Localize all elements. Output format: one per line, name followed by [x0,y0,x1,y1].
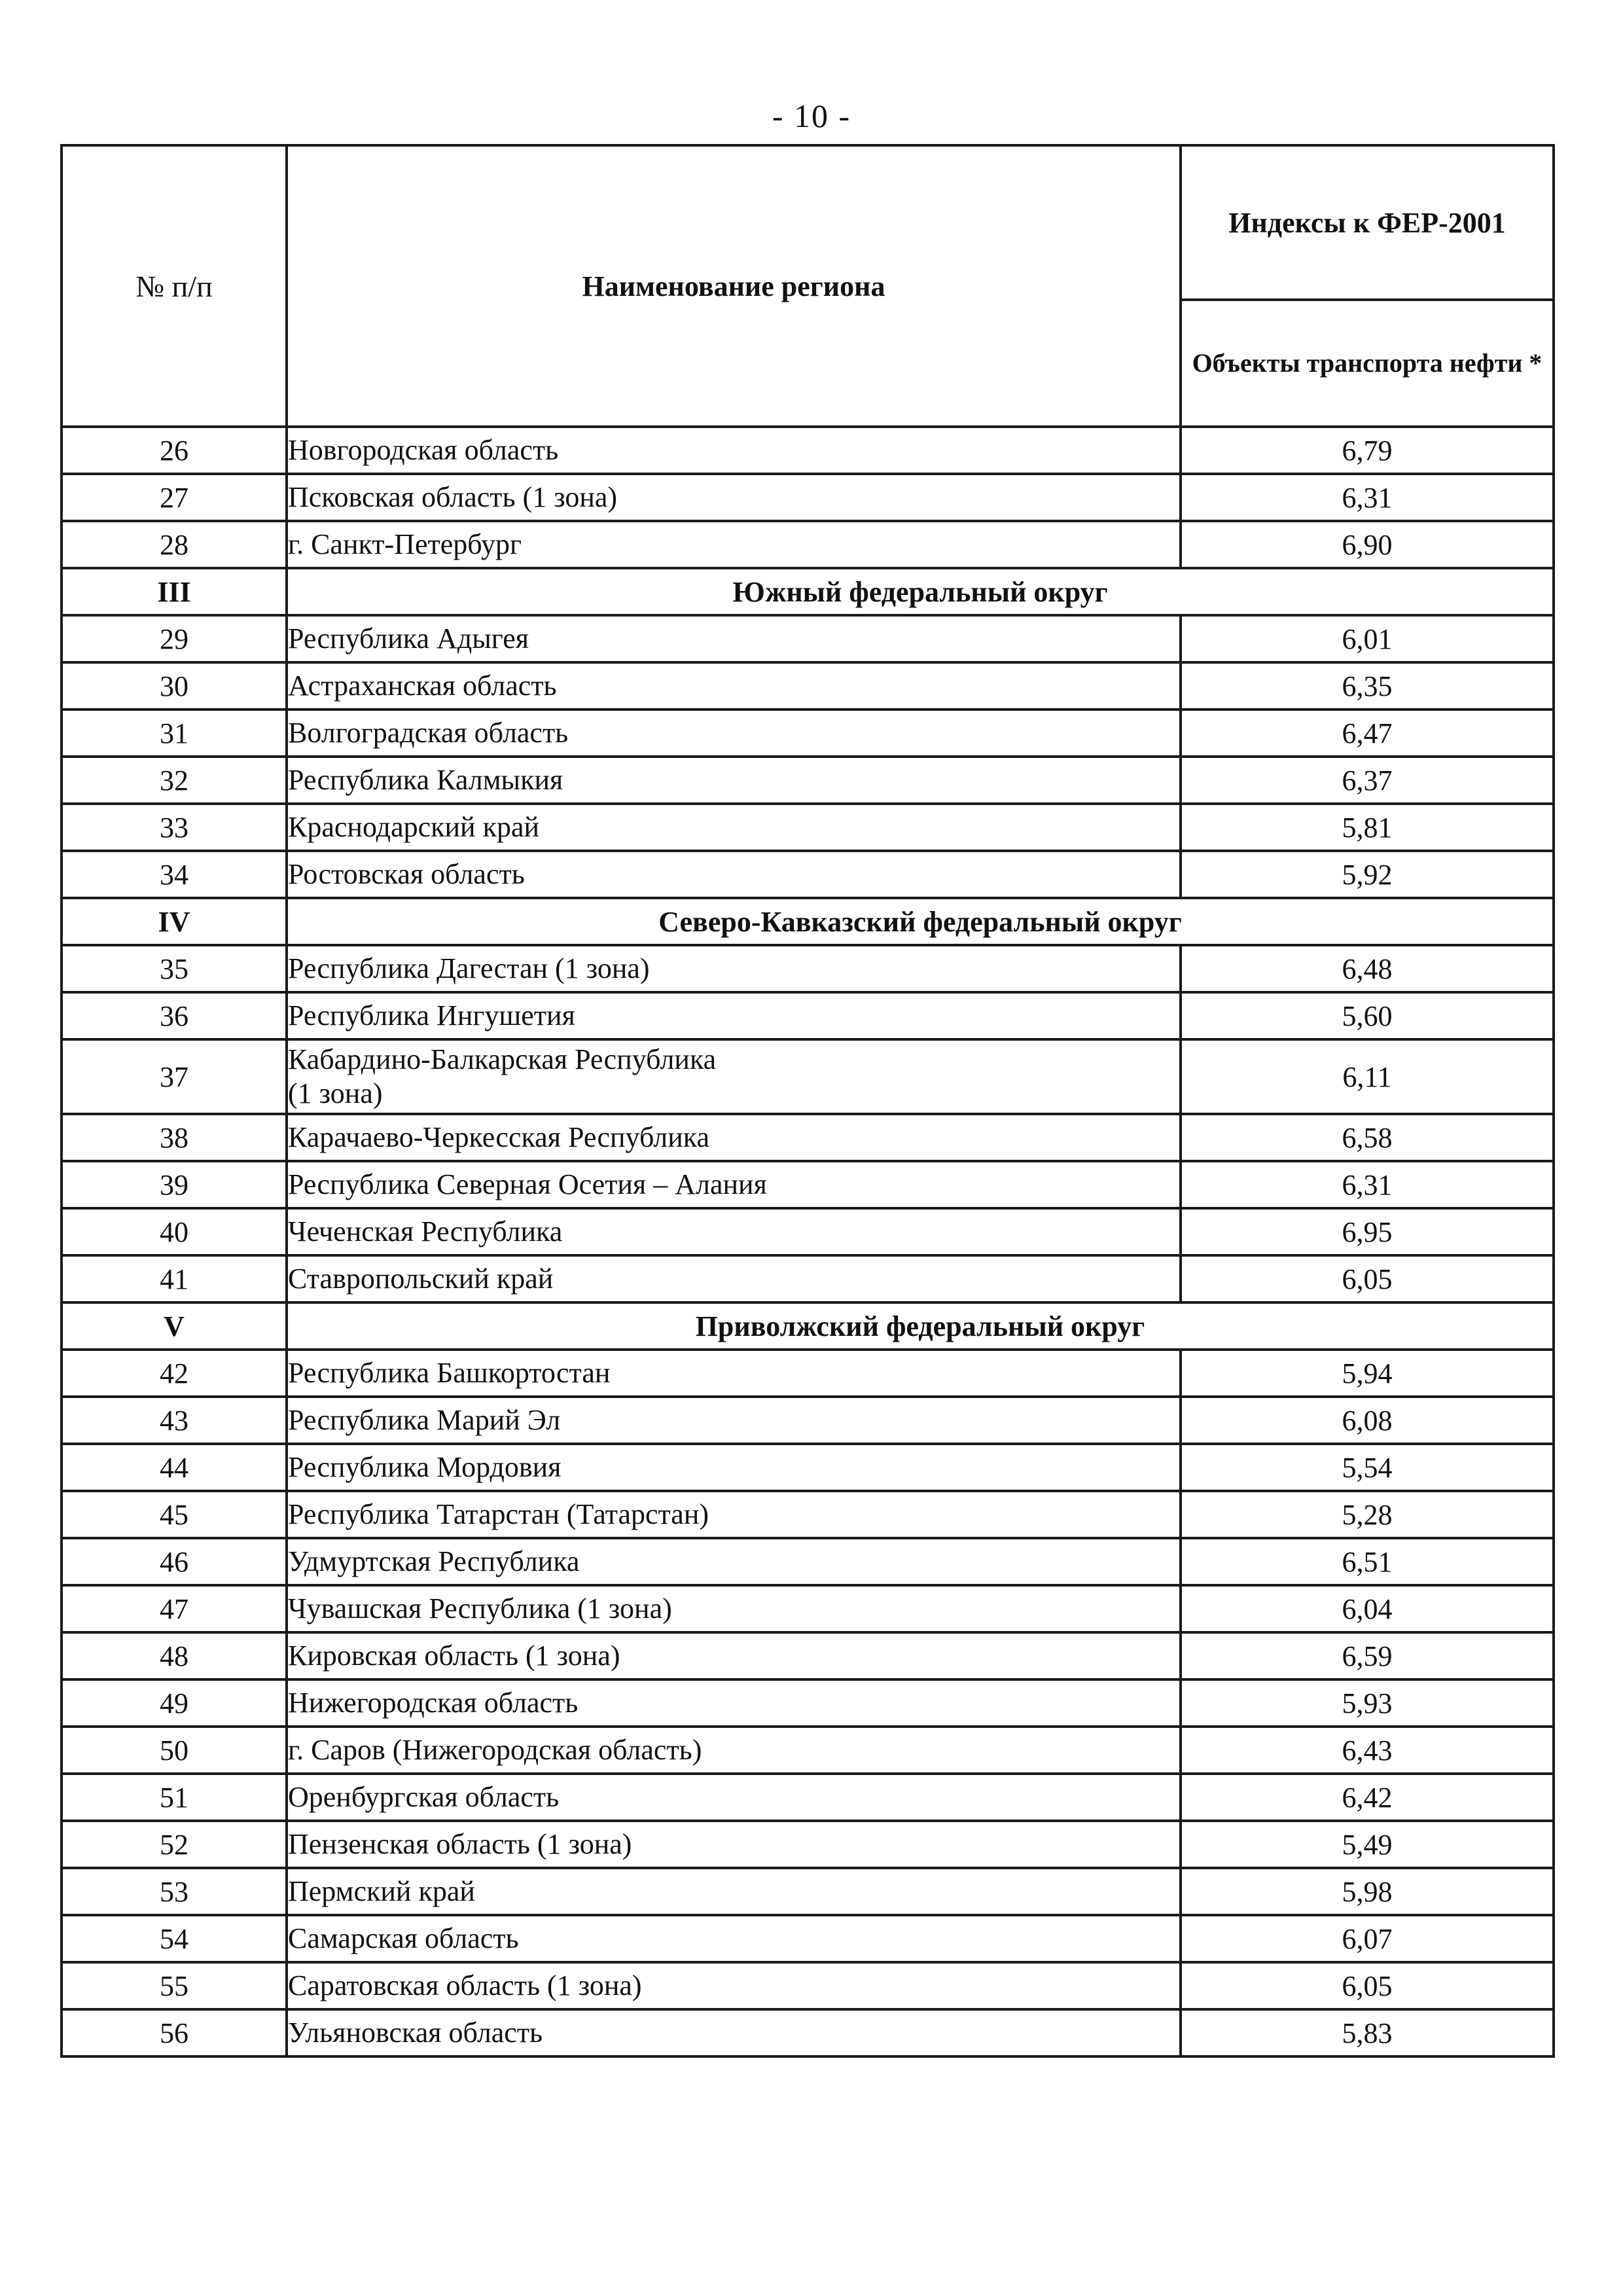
region-name: Ульяновская область [287,2009,1181,2056]
section-row [62,898,1554,945]
row-number: 33 [62,804,287,851]
region-name: Ростовская область [287,851,1181,898]
table-row [62,757,1554,804]
header-index: Индексы к ФЕР-2001 [1181,145,1554,300]
section-title: Приволжский федеральный округ [287,1302,1554,1350]
row-number: 27 [62,474,287,521]
row-number: 53 [62,1868,287,1915]
index-value: 6,35 [1181,662,1554,709]
table-row [62,1962,1554,2009]
section-number: IV [62,898,287,945]
row-number: 35 [62,945,287,992]
table-row [62,1774,1554,1821]
table-row [62,1491,1554,1538]
row-number: 46 [62,1538,287,1585]
row-number: 55 [62,1962,287,2009]
row-number: 31 [62,709,287,757]
row-number: 39 [62,1161,287,1208]
row-number: 52 [62,1821,287,1868]
table-row [62,474,1554,521]
row-number: 32 [62,757,287,804]
region-name: Самарская область [287,1915,1181,1962]
region-name: Новгородская область [287,427,1181,474]
table-row [62,1255,1554,1302]
table-row [62,992,1554,1039]
index-value: 5,49 [1181,1821,1554,1868]
table-row [62,1397,1554,1444]
index-value: 5,92 [1181,851,1554,898]
region-name: Республика Ингушетия [287,992,1181,1039]
table-row [62,1114,1554,1161]
region-name: г. Саров (Нижегородская область) [287,1727,1181,1774]
row-number: 51 [62,1774,287,1821]
table-row [62,662,1554,709]
index-value: 6,47 [1181,709,1554,757]
section-title: Северо-Кавказский федеральный округ [287,898,1554,945]
index-value: 6,11 [1181,1039,1554,1114]
index-value: 5,93 [1181,1679,1554,1727]
table-row [62,1868,1554,1915]
row-number: 38 [62,1114,287,1161]
header-region-name: Наименование региона [287,145,1181,427]
table-row [62,2009,1554,2056]
table-row [62,1538,1554,1585]
page-number: - 10 - [772,98,851,134]
region-name: Псковская область (1 зона) [287,474,1181,521]
region-name: Краснодарский край [287,804,1181,851]
row-number: 42 [62,1350,287,1397]
header-number: № п/п [62,145,287,427]
table-row [62,1727,1554,1774]
table-row [62,1208,1554,1255]
row-number: 29 [62,615,287,662]
region-name: Республика Башкортостан [287,1350,1181,1397]
table-row [62,1821,1554,1868]
row-number: 49 [62,1679,287,1727]
region-name: Ставропольский край [287,1255,1181,1302]
table-row [62,945,1554,992]
section-number: V [62,1302,287,1350]
index-value: 6,05 [1181,1255,1554,1302]
index-value: 6,31 [1181,1161,1554,1208]
region-name: Кировская область (1 зона) [287,1632,1181,1679]
row-number: 37 [62,1039,287,1114]
index-value: 5,60 [1181,992,1554,1039]
row-number: 28 [62,521,287,568]
region-name: Волгоградская область [287,709,1181,757]
region-name: Республика Мордовия [287,1444,1181,1491]
region-name: Республика Дагестан (1 зона) [287,945,1181,992]
row-number: 40 [62,1208,287,1255]
index-value: 6,79 [1181,427,1554,474]
row-number: 48 [62,1632,287,1679]
index-value: 6,95 [1181,1208,1554,1255]
region-name: Пермский край [287,1868,1181,1915]
index-value: 6,07 [1181,1915,1554,1962]
table-row [62,1915,1554,1962]
index-value: 5,54 [1181,1444,1554,1491]
table-row [62,804,1554,851]
index-value: 6,08 [1181,1397,1554,1444]
index-value: 6,58 [1181,1114,1554,1161]
region-name: Удмуртская Республика [287,1538,1181,1585]
row-number: 43 [62,1397,287,1444]
index-value: 6,51 [1181,1538,1554,1585]
region-name: Республика Татарстан (Татарстан) [287,1491,1181,1538]
row-number: 36 [62,992,287,1039]
index-value: 6,48 [1181,945,1554,992]
table-row [62,1632,1554,1679]
region-name: Кабардино-Балкарская Республика (1 зона) [287,1039,1181,1114]
index-value: 5,81 [1181,804,1554,851]
region-name: Нижегородская область [287,1679,1181,1727]
index-value: 5,98 [1181,1868,1554,1915]
row-number: 34 [62,851,287,898]
regions-index-table [60,144,1555,2058]
row-number: 30 [62,662,287,709]
table-row [62,1585,1554,1632]
region-name: Карачаево-Черкесская Республика [287,1114,1181,1161]
table-row [62,709,1554,757]
row-number: 44 [62,1444,287,1491]
row-number: 45 [62,1491,287,1538]
region-name: Оренбургская область [287,1774,1181,1821]
index-value: 6,31 [1181,474,1554,521]
table-row [62,1444,1554,1491]
region-name: Республика Марий Эл [287,1397,1181,1444]
row-number: 26 [62,427,287,474]
index-value: 6,59 [1181,1632,1554,1679]
table-row [62,521,1554,568]
table-row [62,427,1554,474]
row-number: 54 [62,1915,287,1962]
header-oil-transport: Объекты транспорта нефти * [1181,300,1554,427]
table-row [62,1039,1554,1114]
row-number: 56 [62,2009,287,2056]
table-header [62,145,1554,427]
region-name: Чеченская Республика [287,1208,1181,1255]
region-name: Саратовская область (1 зона) [287,1962,1181,2009]
table-body [62,427,1554,2056]
table-row [62,1350,1554,1397]
index-value: 6,05 [1181,1962,1554,2009]
index-value: 6,43 [1181,1727,1554,1774]
region-name: Республика Калмыкия [287,757,1181,804]
index-value: 6,37 [1181,757,1554,804]
row-number: 47 [62,1585,287,1632]
index-value: 6,42 [1181,1774,1554,1821]
index-value: 6,04 [1181,1585,1554,1632]
section-number: III [62,568,287,615]
row-number: 50 [62,1727,287,1774]
section-title: Южный федеральный округ [287,568,1554,615]
row-number: 41 [62,1255,287,1302]
index-value: 5,83 [1181,2009,1554,2056]
table-row [62,615,1554,662]
table-row [62,1161,1554,1208]
section-row [62,1302,1554,1350]
region-name: Астраханская область [287,662,1181,709]
index-value: 5,94 [1181,1350,1554,1397]
region-name: Чувашская Республика (1 зона) [287,1585,1181,1632]
index-value: 6,01 [1181,615,1554,662]
region-name: г. Санкт-Петербург [287,521,1181,568]
index-value: 6,90 [1181,521,1554,568]
index-value: 5,28 [1181,1491,1554,1538]
table-row [62,851,1554,898]
region-name: Республика Северная Осетия – Алания [287,1161,1181,1208]
region-name: Республика Адыгея [287,615,1181,662]
table-row [62,1679,1554,1727]
section-row [62,568,1554,615]
region-name: Пензенская область (1 зона) [287,1821,1181,1868]
